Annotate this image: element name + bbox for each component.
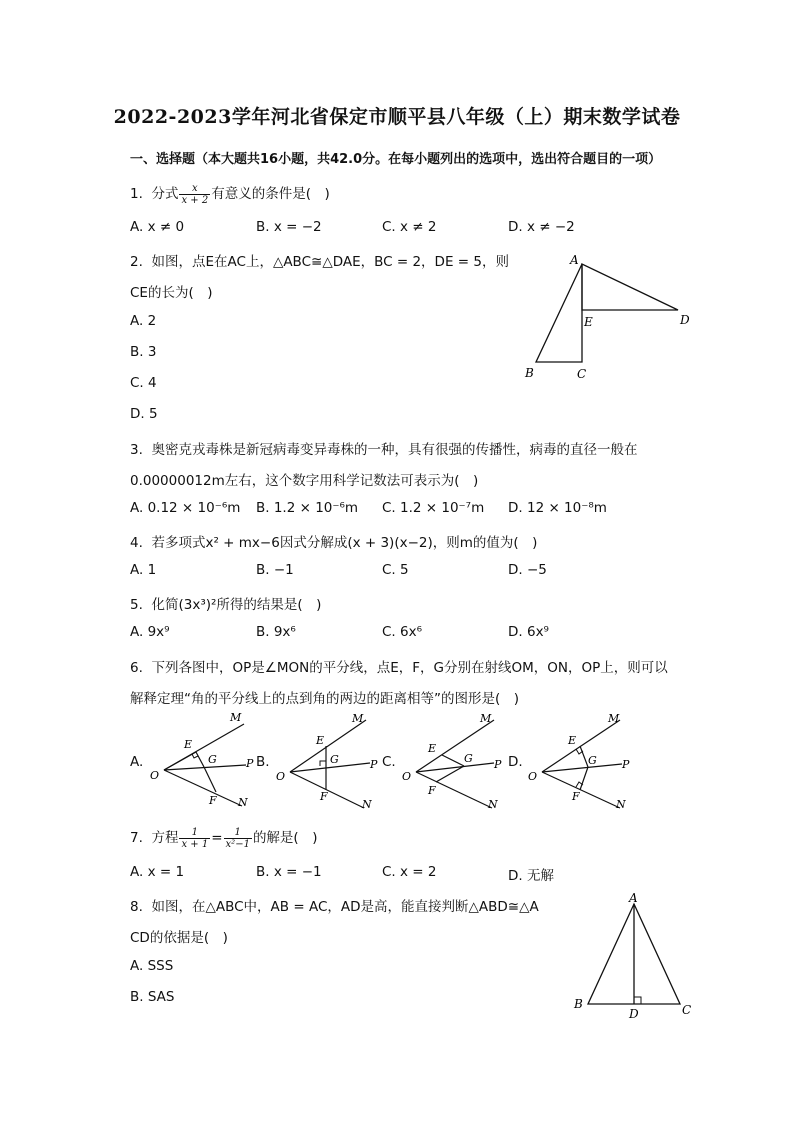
q7-f2-num: 1: [224, 827, 252, 839]
q3-option-b[interactable]: B. 1.2 × 10⁻⁶m: [256, 500, 359, 516]
q6c-label-g: G: [464, 752, 473, 765]
q6-text-1: 下列各图中，OP是∠MON的平分线，点E，F，G分别在射线OM，ON，OP上，则可以: [151, 660, 668, 676]
q5-option-b[interactable]: B. 9x⁶: [256, 624, 296, 640]
q3-option-c[interactable]: C. 1.2 × 10⁻⁷m: [382, 500, 485, 516]
q6-figure-d: [524, 708, 642, 812]
q6a-label-n: N: [238, 796, 248, 809]
q6-figure-c: [398, 708, 514, 812]
q5-text: 化简(3x³)²所得的结果是( ): [151, 597, 322, 613]
q4-option-d[interactable]: D. −5: [508, 562, 547, 578]
q6c-label-o: O: [402, 770, 412, 783]
section-heading: 一、选择题（本大题共16小题，共42.0分。在每小题列出的选项中，选出符合题目的一项）: [130, 152, 662, 167]
q6-option-b[interactable]: B.: [256, 754, 270, 770]
q6a-label-g: G: [208, 753, 217, 766]
q7-option-b[interactable]: B. x = −1: [256, 864, 322, 880]
question-4: [130, 531, 537, 551]
q2-option-a[interactable]: A. 2: [130, 313, 157, 329]
q4-number: 4.: [130, 535, 143, 551]
q2-label-c: C: [577, 367, 587, 381]
question-6-line-1: [130, 656, 668, 676]
q6-number: 6.: [130, 660, 143, 676]
q1-frac-den: x + 2: [181, 194, 209, 206]
q6d-label-p: P: [622, 758, 630, 771]
q8-option-a[interactable]: A. SSS: [130, 958, 174, 974]
q2-label-e: E: [584, 315, 593, 329]
q1-option-b[interactable]: B. x = −2: [256, 219, 322, 235]
q2-text-2: CE的长为( ): [130, 285, 213, 301]
q7-f2-den: x²−1: [225, 838, 250, 850]
q6-text-2: 解释定理“角的平分线上的点到角的两边的距离相等”的图形是( ): [130, 691, 520, 707]
q8-text-2: CD的依据是( ): [130, 930, 228, 946]
q6d-label-n: N: [616, 798, 626, 811]
q8-label-a: A: [629, 891, 638, 905]
q7-pre: 方程: [151, 830, 179, 846]
q7-option-a[interactable]: A. x = 1: [130, 864, 185, 880]
q5-number: 5.: [130, 597, 143, 613]
q6-option-a[interactable]: A.: [130, 754, 144, 770]
q2-label-a: A: [570, 253, 579, 267]
question-3-line-1: [130, 438, 637, 458]
q6c-label-f: F: [428, 784, 436, 797]
q4-option-b[interactable]: B. −1: [256, 562, 294, 578]
q6c-label-n: N: [488, 798, 498, 811]
q2-label-d: D: [680, 313, 690, 327]
q6c-label-m: M: [480, 712, 492, 725]
q6b-label-m: M: [352, 712, 364, 725]
q6-figure-a: [146, 708, 262, 812]
q3-number: 3.: [130, 442, 143, 458]
q1-post: 有意义的条件是( ): [211, 186, 330, 202]
q6b-label-o: O: [276, 770, 286, 783]
q7-number: 7.: [130, 830, 143, 846]
q1-frac-num: x: [179, 183, 210, 195]
q6d-label-e: E: [568, 734, 577, 747]
q8-figure: [566, 890, 700, 1025]
q8-label-b: B: [574, 997, 583, 1011]
q4-option-a[interactable]: A. 1: [130, 562, 157, 578]
q8-number: 8.: [130, 899, 143, 915]
q1-option-c[interactable]: C. x ≠ 2: [382, 219, 437, 235]
q1-fraction: [179, 183, 210, 206]
q7-f1-num: 1: [179, 827, 210, 839]
question-2-line-1: [130, 250, 509, 270]
q6b-label-p: P: [370, 758, 378, 771]
q5-option-d[interactable]: D. 6x⁹: [508, 624, 549, 640]
q6a-label-m: M: [230, 711, 242, 724]
q6-option-d[interactable]: D.: [508, 754, 523, 770]
q3-text-2: 0.00000012m左右，这个数字用科学记数法可表示为( ): [130, 473, 479, 489]
question-1: [130, 182, 330, 206]
q6a-label-p: P: [246, 757, 254, 770]
q4-text: 若多项式x² + mx−6因式分解成(x + 3)(x−2)，则m的值为( ): [151, 535, 538, 551]
q8-text-1: 如图，在△ABC中，AB = AC，AD是高，能直接判断△ABD≅△A: [151, 899, 539, 915]
q6a-label-f: F: [209, 794, 217, 807]
q7-post: 的解是( ): [252, 830, 318, 846]
q6-option-c[interactable]: C.: [382, 754, 396, 770]
question-7: [130, 826, 317, 850]
q4-option-c[interactable]: C. 5: [382, 562, 409, 578]
q8-label-d: D: [629, 1007, 639, 1021]
q8-label-c: C: [682, 1003, 692, 1017]
q6c-label-e: E: [428, 742, 437, 755]
q1-option-a[interactable]: A. x ≠ 0: [130, 219, 185, 235]
q6d-label-g: G: [588, 754, 597, 767]
q2-figure: [520, 248, 700, 383]
q6b-label-f: F: [320, 790, 328, 803]
q6d-label-m: M: [608, 712, 620, 725]
q7-option-c[interactable]: C. x = 2: [382, 864, 437, 880]
q1-pre: 分式: [151, 186, 179, 202]
q6d-label-o: O: [528, 770, 538, 783]
page-title: 2022-2023学年河北省保定市顺平县八年级（上）期末数学试卷: [113, 106, 681, 128]
q3-option-d[interactable]: D. 12 × 10⁻⁸m: [508, 500, 607, 516]
q7-equals: =: [211, 830, 223, 846]
q7-option-d[interactable]: D. 无解: [508, 868, 554, 884]
question-5: [130, 593, 321, 613]
question-8-line-1: [130, 895, 539, 915]
q2-option-b[interactable]: B. 3: [130, 344, 157, 360]
q6d-label-f: F: [572, 790, 580, 803]
q2-option-c[interactable]: C. 4: [130, 375, 157, 391]
q6c-label-p: P: [494, 758, 502, 771]
q2-text-1: 如图，点E在AC上，△ABC≅△DAE，BC = 2，DE = 5，则: [151, 254, 509, 270]
q6b-label-n: N: [362, 798, 372, 811]
q1-number: 1.: [130, 186, 143, 202]
q3-text-1: 奥密克戎毒株是新冠病毒变异毒株的一种，具有很强的传播性，病毒的直径一般在: [151, 442, 638, 458]
q2-label-b: B: [525, 366, 534, 380]
q7-fraction-1: [179, 827, 210, 850]
q1-option-d[interactable]: D. x ≠ −2: [508, 219, 575, 235]
q6-figure-b: [272, 708, 388, 812]
q3-option-a[interactable]: A. 0.12 × 10⁻⁶m: [130, 500, 241, 516]
q8-option-b[interactable]: B. SAS: [130, 989, 175, 1005]
q6b-label-e: E: [316, 734, 325, 747]
q5-option-c[interactable]: C. 6x⁶: [382, 624, 422, 640]
q6a-label-e: E: [184, 738, 193, 751]
q5-option-a[interactable]: A. 9x⁹: [130, 624, 170, 640]
q7-fraction-2: [224, 827, 252, 850]
q7-f1-den: x + 1: [181, 838, 209, 850]
q6a-label-o: O: [150, 769, 160, 782]
q6b-label-g: G: [330, 753, 339, 766]
q2-option-d[interactable]: D. 5: [130, 406, 158, 422]
q2-number: 2.: [130, 254, 143, 270]
